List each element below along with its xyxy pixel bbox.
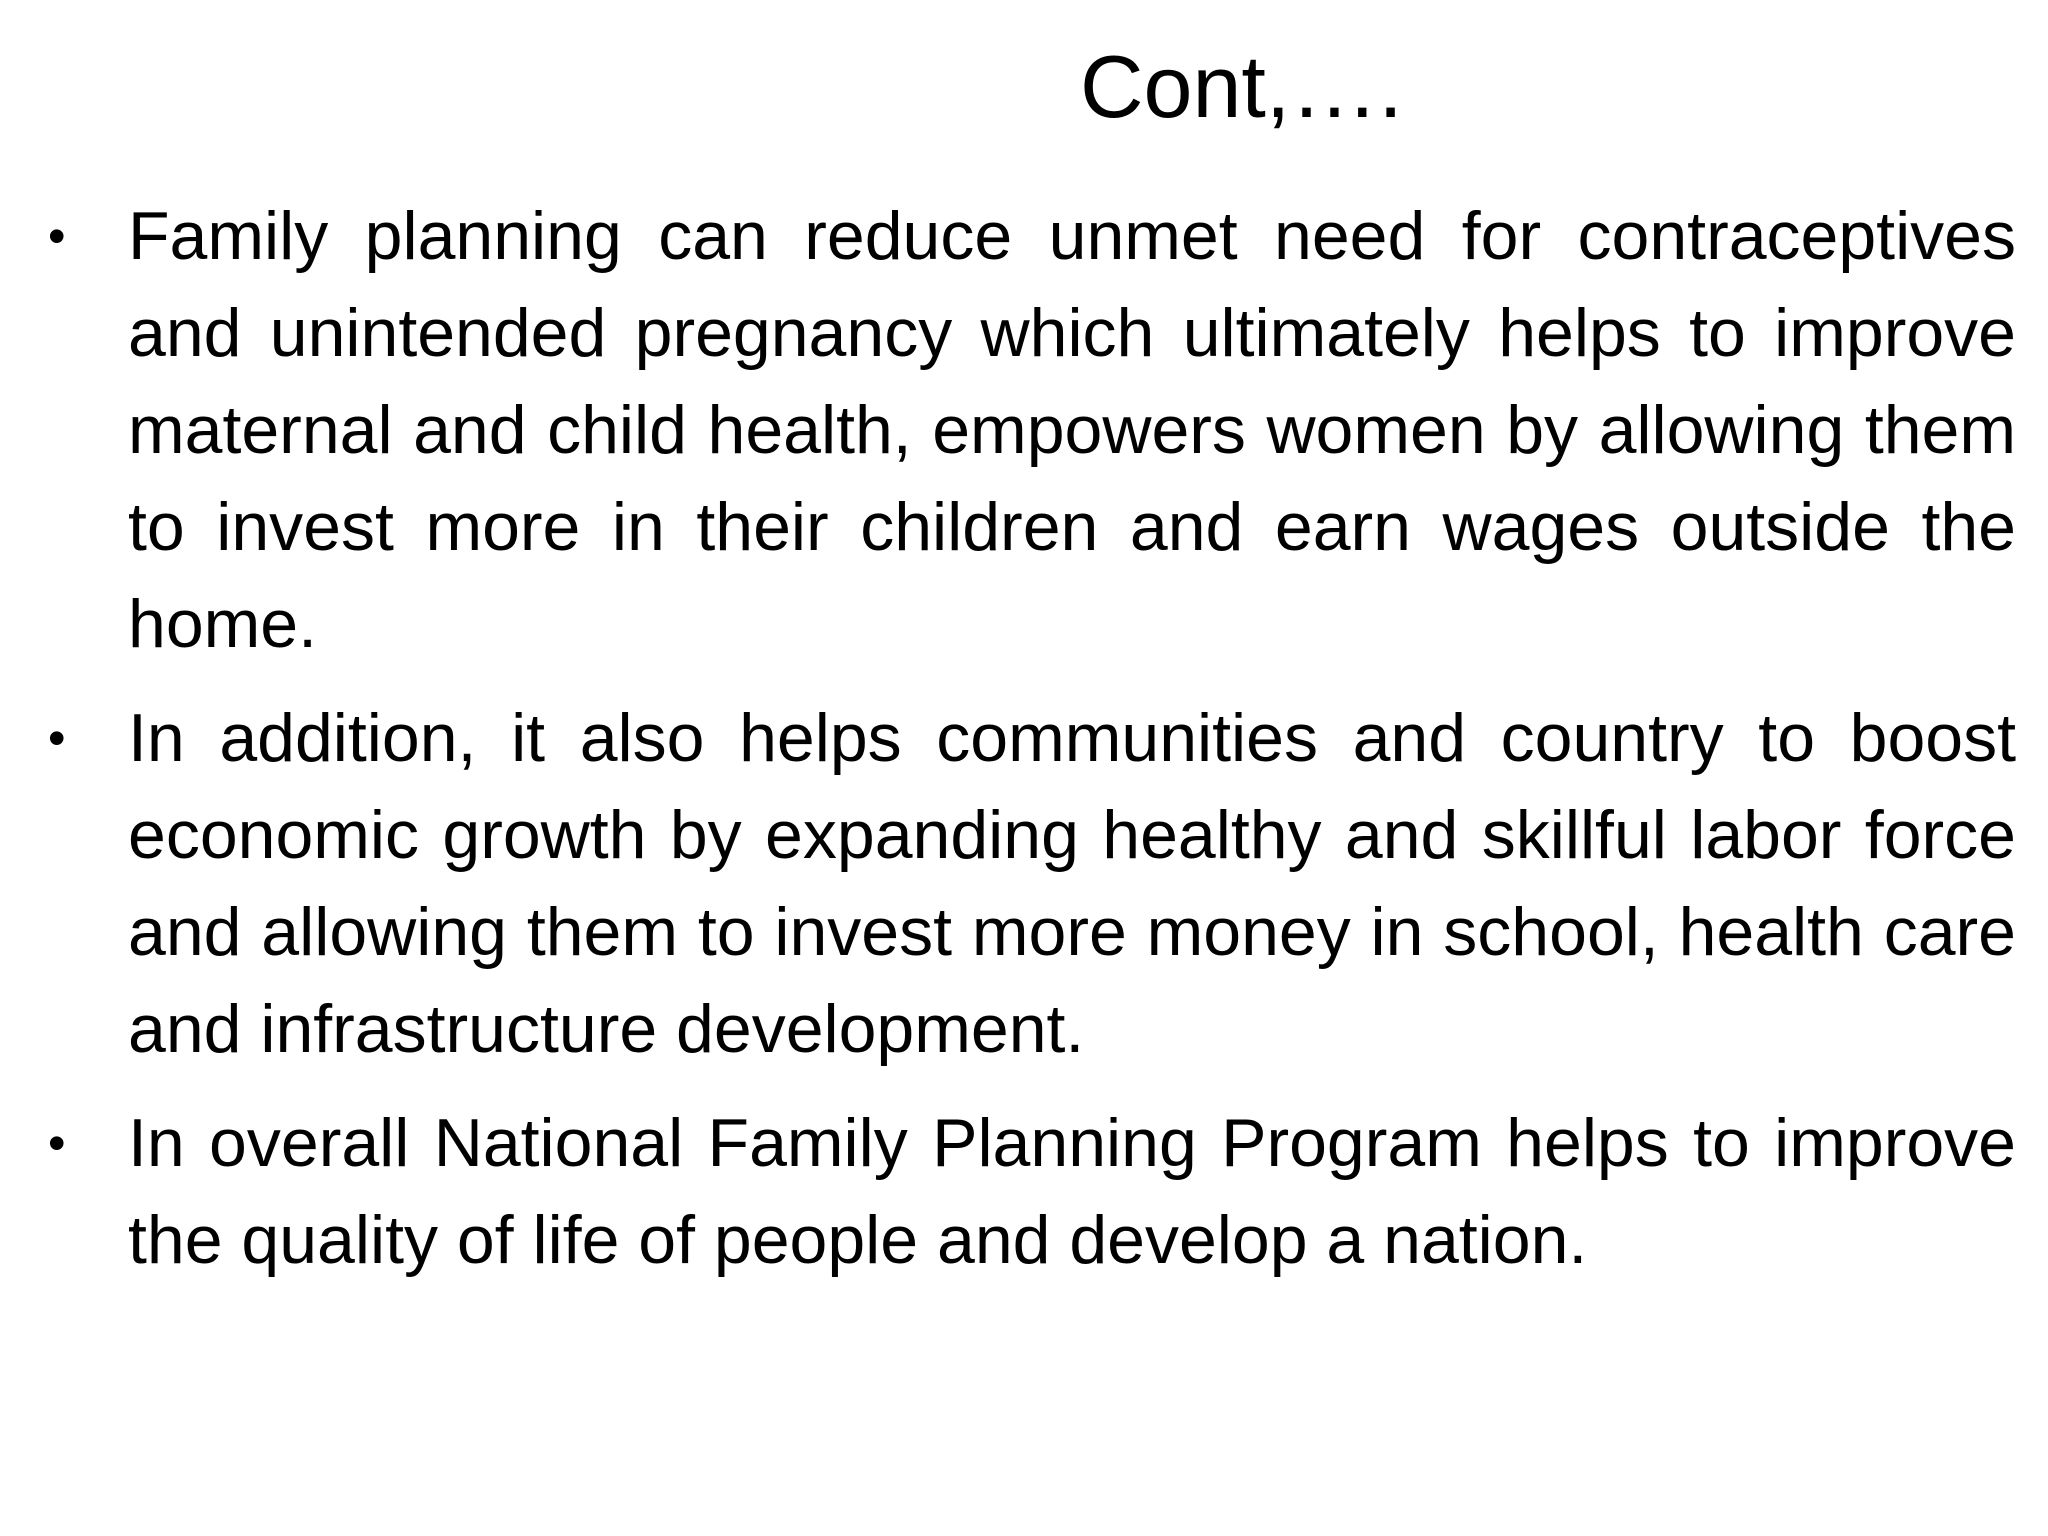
slide-title: Cont,…. bbox=[1080, 37, 1403, 136]
bullet-icon: • bbox=[48, 710, 66, 766]
bullet-list bbox=[48, 188, 2016, 1306]
bullet-item-overall-program bbox=[48, 1095, 2016, 1289]
bullet-text: In overall National Family Planning Program helps to improve the quality of life of people and develop a nation. bbox=[128, 1105, 2016, 1278]
bullet-text: Family planning can reduce unmet need for contraceptives and unintended pregnancy which ultimately helps to improve maternal and child health, empowers women by allowing them to invest more in their children and earn wages outside the home. bbox=[128, 198, 2016, 662]
bullet-item-family-planning bbox=[48, 188, 2016, 673]
bullet-icon: • bbox=[48, 208, 66, 264]
bullet-item-economic-growth bbox=[48, 690, 2016, 1078]
bullet-text: In addition, it also helps communities and country to boost economic growth by expanding healthy and skillful labor force and allowing them to invest more money in school, health care and infrastructure development. bbox=[128, 700, 2016, 1067]
bullet-icon: • bbox=[48, 1115, 66, 1171]
